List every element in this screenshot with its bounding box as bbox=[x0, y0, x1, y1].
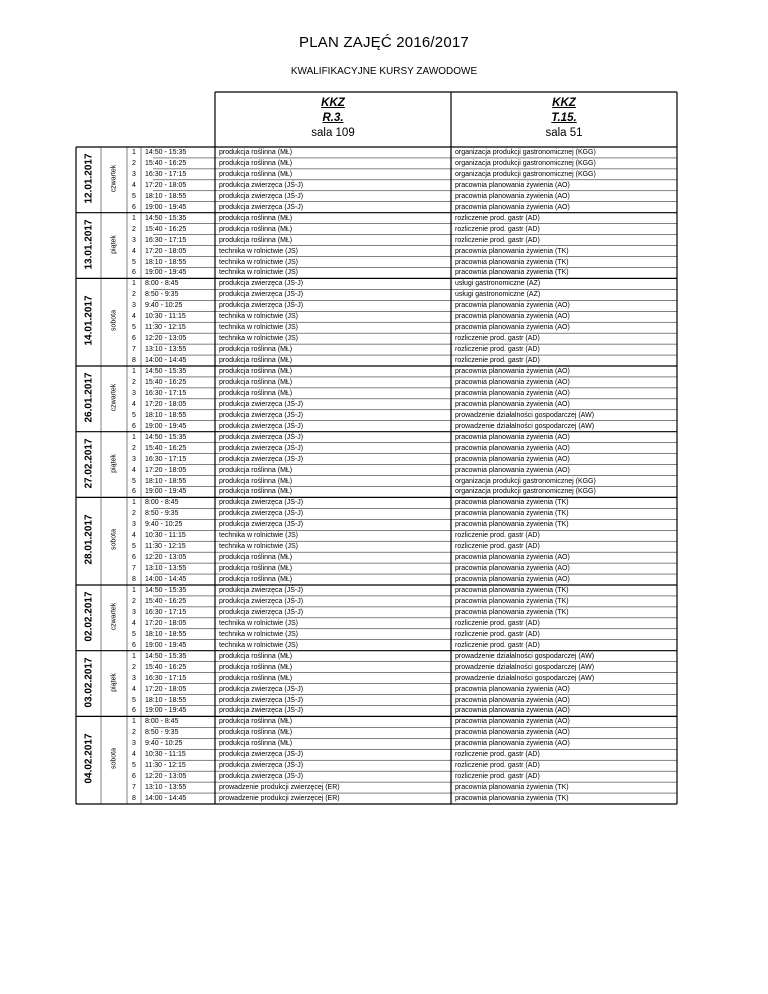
lesson-time: 14:00 - 14:45 bbox=[145, 357, 187, 365]
course-r3-subject: technika w rolnictwie (JS) bbox=[219, 247, 298, 255]
course-r3-subject: produkcja roślinna (MŁ) bbox=[219, 378, 293, 386]
lesson-time: 13:10 - 13:55 bbox=[145, 346, 187, 354]
day-weekday: czwartek bbox=[110, 164, 118, 193]
course-r3-subject: produkcja roślinna (MŁ) bbox=[219, 740, 293, 748]
course-r3-subject: produkcja roślinna (MŁ) bbox=[219, 565, 293, 573]
course-r3-subject: produkcja zwierzęca (JŚ-J) bbox=[219, 510, 304, 518]
course-r3-subject: produkcja zwierzęca (JŚ-J) bbox=[219, 203, 304, 211]
lesson-time: 18:10 - 18:55 bbox=[145, 630, 187, 638]
course-r3-subject: produkcja zwierzęca (JŚ-J) bbox=[219, 499, 304, 507]
lesson-time: 12:20 - 13:05 bbox=[145, 773, 187, 781]
course-r3-subject: produkcja roślinna (MŁ) bbox=[219, 718, 293, 726]
course-r3-subject: produkcja zwierzęca (JŚ-J) bbox=[219, 696, 304, 704]
course-t15-subject: pracownia planowania żywienia (TK) bbox=[455, 521, 569, 529]
lesson-number: 1 bbox=[132, 149, 136, 156]
course-t15-subject: prowadzenie działalności gospodarczej (AW) bbox=[455, 422, 595, 430]
day-weekday: czwartek bbox=[110, 383, 118, 412]
course-t15-subject: rozliczenie prod. gastr (AD) bbox=[455, 532, 540, 540]
lesson-time: 12:20 - 13:05 bbox=[145, 554, 187, 562]
course-t15-subject: pracownia planowania żywienia (AO) bbox=[455, 466, 570, 474]
lesson-number: 7 bbox=[132, 565, 136, 573]
course-r3-subject: produkcja zwierzęca (JŚ-J) bbox=[219, 192, 304, 200]
course-t15-subject: pracownia planowania żywienia (AO) bbox=[455, 455, 570, 463]
lesson-time: 14:00 - 14:45 bbox=[145, 795, 187, 803]
lesson-time: 15:40 - 16:25 bbox=[145, 663, 187, 671]
lesson-number: 5 bbox=[132, 411, 136, 419]
lesson-number: 2 bbox=[132, 159, 136, 167]
course-t15-subject: rozliczenie prod. gastr (AD) bbox=[455, 225, 540, 233]
lesson-number: 5 bbox=[132, 762, 136, 770]
lesson-time: 17:20 - 18:05 bbox=[145, 619, 187, 627]
lesson-number: 5 bbox=[132, 543, 136, 551]
column-name: T.15. bbox=[551, 112, 577, 124]
lesson-number: 5 bbox=[132, 477, 136, 485]
lesson-number: 3 bbox=[132, 389, 136, 397]
course-r3-subject: technika w rolnictwie (JS) bbox=[219, 630, 298, 638]
day-weekday: piątek bbox=[110, 234, 118, 254]
lesson-time: 17:20 - 18:05 bbox=[145, 685, 187, 693]
lesson-time: 19:00 - 19:45 bbox=[145, 641, 187, 649]
course-r3-subject: produkcja zwierzęca (JŚ-J) bbox=[219, 751, 304, 759]
course-r3-subject: produkcja roślinna (MŁ) bbox=[219, 346, 293, 354]
day-date: 04.02.2017 bbox=[82, 733, 94, 784]
lesson-number: 6 bbox=[132, 488, 136, 496]
lesson-number: 1 bbox=[132, 368, 136, 375]
course-t15-subject: pracownia planowania żywienia (TK) bbox=[455, 258, 569, 266]
course-t15-subject: prowadzenie działalności gospodarczej (AW) bbox=[455, 663, 595, 671]
course-t15-subject: rozliczenie prod. gastr (AD) bbox=[455, 773, 540, 781]
page-title: PLAN ZAJĘĆ 2016/2017 bbox=[299, 34, 469, 51]
lesson-time: 18:10 - 18:55 bbox=[145, 477, 187, 485]
course-r3-subject: produkcja zwierzęca (JŚ-J) bbox=[219, 773, 304, 781]
course-t15-subject: prowadzenie działalności gospodarczej (AW) bbox=[455, 652, 595, 660]
lesson-number: 3 bbox=[132, 740, 136, 748]
lesson-time: 14:00 - 14:45 bbox=[145, 576, 187, 584]
course-t15-subject: pracownia planowania żywienia (AO) bbox=[455, 740, 570, 748]
day-date: 28.01.2017 bbox=[82, 514, 94, 565]
day-weekday: czwartek bbox=[110, 602, 118, 631]
lesson-number: 4 bbox=[132, 313, 136, 321]
course-t15-subject: pracownia planowania żywienia (AO) bbox=[455, 707, 570, 715]
lesson-number: 1 bbox=[132, 214, 136, 222]
lesson-time: 8:50 - 9:35 bbox=[145, 729, 179, 737]
course-t15-subject: pracownia planowania żywienia (AO) bbox=[455, 433, 570, 441]
lesson-number: 2 bbox=[132, 378, 136, 386]
course-t15-subject: pracownia planowania żywienia (TK) bbox=[455, 597, 569, 605]
day-date: 26.01.2017 bbox=[82, 372, 94, 423]
lesson-number: 7 bbox=[132, 784, 136, 792]
lesson-time: 18:10 - 18:55 bbox=[145, 411, 187, 419]
lesson-time: 13:10 - 13:55 bbox=[145, 565, 187, 573]
lesson-time: 11:30 - 12:15 bbox=[145, 543, 186, 551]
day-date: 27.02.2017 bbox=[82, 438, 94, 489]
course-r3-subject: produkcja zwierzęca (JŚ-J) bbox=[219, 521, 304, 529]
lesson-time: 11:30 - 12:15 bbox=[145, 762, 186, 770]
lesson-time: 15:40 - 16:25 bbox=[145, 444, 187, 452]
lesson-time: 13:10 - 13:55 bbox=[145, 784, 187, 792]
lesson-number: 7 bbox=[132, 346, 136, 354]
course-t15-subject: rozliczenie prod. gastr (AD) bbox=[455, 543, 540, 551]
course-t15-subject: pracownia planowania żywienia (TK) bbox=[455, 510, 569, 518]
lesson-number: 5 bbox=[132, 324, 136, 332]
lesson-number: 5 bbox=[132, 630, 136, 638]
lesson-time: 15:40 - 16:25 bbox=[145, 597, 187, 605]
course-t15-subject: prowadzenie działalności gospodarczej (AW) bbox=[455, 674, 595, 682]
lesson-number: 6 bbox=[132, 335, 136, 343]
page-subtitle: KWALIFIKACYJNE KURSY ZAWODOWE bbox=[290, 66, 478, 77]
lesson-time: 18:10 - 18:55 bbox=[145, 258, 187, 266]
course-t15-subject: rozliczenie prod. gastr (AD) bbox=[455, 335, 540, 343]
lesson-number: 3 bbox=[132, 302, 136, 310]
day-date: 02.02.2017 bbox=[82, 591, 94, 642]
lesson-number: 3 bbox=[132, 236, 136, 244]
course-r3-subject: produkcja roślinna (MŁ) bbox=[219, 466, 293, 474]
day-date: 03.02.2017 bbox=[82, 657, 94, 708]
course-r3-subject: prowadzenie produkcji zwierzęcej (ER) bbox=[219, 795, 340, 803]
lesson-number: 1 bbox=[132, 280, 136, 288]
lesson-time: 19:00 - 19:45 bbox=[145, 422, 187, 430]
lesson-time: 14:50 - 15:35 bbox=[145, 587, 187, 594]
course-t15-subject: rozliczenie prod. gastr (AD) bbox=[455, 630, 540, 638]
course-t15-subject: pracownia planowania żywienia (TK) bbox=[455, 784, 569, 792]
course-r3-subject: produkcja roślinna (MŁ) bbox=[219, 159, 293, 167]
course-r3-subject: produkcja roślinna (MŁ) bbox=[219, 576, 293, 584]
lesson-number: 4 bbox=[132, 181, 136, 189]
course-t15-subject: pracownia planowania żywienia (TK) bbox=[455, 247, 569, 255]
course-t15-subject: rozliczenie prod. gastr (AD) bbox=[455, 346, 540, 354]
course-t15-subject: pracownia planowania żywienia (AO) bbox=[455, 203, 570, 211]
lesson-time: 16:30 - 17:15 bbox=[145, 608, 187, 616]
lesson-time: 8:50 - 9:35 bbox=[145, 510, 179, 518]
column-code: KKZ bbox=[552, 97, 576, 109]
lesson-number: 3 bbox=[132, 521, 136, 529]
lesson-number: 4 bbox=[132, 532, 136, 540]
lesson-number: 5 bbox=[132, 696, 136, 704]
course-r3-subject: produkcja zwierzęca (JŚ-J) bbox=[219, 181, 304, 189]
course-t15-subject: pracownia planowania żywienia (TK) bbox=[455, 608, 569, 616]
course-r3-subject: technika w rolnictwie (JS) bbox=[219, 619, 298, 627]
lesson-time: 15:40 - 16:25 bbox=[145, 159, 187, 167]
course-r3-subject: produkcja zwierzęca (JŚ-J) bbox=[219, 302, 304, 310]
course-r3-subject: produkcja zwierzęca (JŚ-J) bbox=[219, 411, 304, 419]
lesson-time: 9:40 - 10:25 bbox=[145, 740, 183, 748]
course-t15-subject: pracownia planowania żywienia (AO) bbox=[455, 554, 570, 562]
lesson-time: 19:00 - 19:45 bbox=[145, 488, 187, 496]
lesson-number: 6 bbox=[132, 269, 136, 277]
day-weekday: sobota bbox=[110, 529, 118, 551]
lesson-time: 17:20 - 18:05 bbox=[145, 466, 187, 474]
course-t15-subject: pracownia planowania żywienia (AO) bbox=[455, 729, 570, 737]
course-t15-subject: pracownia planowania żywienia (TK) bbox=[455, 269, 569, 277]
lesson-number: 6 bbox=[132, 773, 136, 781]
lesson-time: 8:00 - 8:45 bbox=[145, 280, 179, 288]
lesson-number: 1 bbox=[132, 499, 136, 507]
lesson-number: 8 bbox=[132, 795, 136, 803]
course-r3-subject: produkcja roślinna (MŁ) bbox=[219, 477, 293, 485]
column-code: KKZ bbox=[321, 97, 345, 109]
course-t15-subject: pracownia planowania żywienia (AO) bbox=[455, 324, 570, 332]
lesson-number: 2 bbox=[132, 291, 136, 299]
course-t15-subject: organizacja produkcji gastronomicznej (KGG) bbox=[455, 488, 596, 496]
course-r3-subject: produkcja zwierzęca (JŚ-J) bbox=[219, 433, 304, 441]
course-r3-subject: produkcja roślinna (MŁ) bbox=[219, 357, 293, 365]
lesson-number: 4 bbox=[132, 685, 136, 693]
course-r3-subject: produkcja zwierzęca (JŚ-J) bbox=[219, 597, 304, 605]
lesson-number: 2 bbox=[132, 444, 136, 452]
day-weekday: sobota bbox=[110, 748, 118, 770]
lesson-time: 10:30 - 11:15 bbox=[145, 532, 186, 540]
course-r3-subject: produkcja roślinna (MŁ) bbox=[219, 225, 293, 233]
course-r3-subject: produkcja zwierzęca (JŚ-J) bbox=[219, 762, 304, 770]
course-r3-subject: technika w rolnictwie (JS) bbox=[219, 313, 298, 321]
course-t15-subject: organizacja produkcji gastronomicznej (KGG) bbox=[455, 477, 596, 485]
course-t15-subject: pracownia planowania żywienia (AO) bbox=[455, 192, 570, 200]
lesson-number: 8 bbox=[132, 357, 136, 365]
course-t15-subject: pracownia planowania żywienia (AO) bbox=[455, 576, 570, 584]
lesson-number: 3 bbox=[132, 608, 136, 616]
lesson-number: 6 bbox=[132, 707, 136, 715]
course-t15-subject: pracownia planowania żywienia (TK) bbox=[455, 587, 569, 594]
lesson-time: 14:50 - 15:35 bbox=[145, 368, 187, 375]
course-t15-subject: pracownia planowania żywienia (AO) bbox=[455, 685, 570, 693]
course-r3-subject: produkcja zwierzęca (JŚ-J) bbox=[219, 280, 304, 288]
day-date: 14.01.2017 bbox=[82, 295, 94, 346]
course-r3-subject: technika w rolnictwie (JS) bbox=[219, 269, 298, 277]
column-name: R.3. bbox=[322, 112, 344, 124]
lesson-number: 4 bbox=[132, 247, 136, 255]
lesson-number: 2 bbox=[132, 597, 136, 605]
course-r3-subject: produkcja roślinna (MŁ) bbox=[219, 149, 293, 156]
column-room: sala 51 bbox=[545, 127, 583, 139]
lesson-number: 6 bbox=[132, 203, 136, 211]
lesson-time: 19:00 - 19:45 bbox=[145, 203, 187, 211]
course-r3-subject: produkcja zwierzęca (JŚ-J) bbox=[219, 455, 304, 463]
lesson-time: 8:00 - 8:45 bbox=[145, 718, 179, 726]
lesson-number: 4 bbox=[132, 400, 136, 408]
course-t15-subject: pracownia planowania żywienia (AO) bbox=[455, 696, 570, 704]
lesson-time: 16:30 - 17:15 bbox=[145, 674, 187, 682]
course-r3-subject: technika w rolnictwie (JS) bbox=[219, 335, 298, 343]
lesson-time: 14:50 - 15:35 bbox=[145, 214, 187, 222]
course-r3-subject: produkcja roślinna (MŁ) bbox=[219, 729, 293, 737]
course-r3-subject: produkcja zwierzęca (JŚ-J) bbox=[219, 707, 304, 715]
lesson-number: 6 bbox=[132, 554, 136, 562]
course-r3-subject: produkcja zwierzęca (JŚ-J) bbox=[219, 291, 304, 299]
course-r3-subject: produkcja zwierzęca (JŚ-J) bbox=[219, 400, 304, 408]
lesson-number: 1 bbox=[132, 433, 136, 441]
course-t15-subject: pracownia planowania żywienia (TK) bbox=[455, 499, 569, 507]
course-t15-subject: rozliczenie prod. gastr (AD) bbox=[455, 357, 540, 365]
lesson-number: 6 bbox=[132, 422, 136, 430]
lesson-time: 16:30 - 17:15 bbox=[145, 170, 187, 178]
lesson-number: 1 bbox=[132, 652, 136, 660]
lesson-number: 4 bbox=[132, 466, 136, 474]
lesson-number: 8 bbox=[132, 576, 136, 584]
course-t15-subject: rozliczenie prod. gastr (AD) bbox=[455, 214, 540, 222]
lesson-time: 18:10 - 18:55 bbox=[145, 192, 187, 200]
lesson-number: 3 bbox=[132, 455, 136, 463]
course-t15-subject: pracownia planowania żywienia (AO) bbox=[455, 389, 570, 397]
day-weekday: piątek bbox=[110, 453, 118, 473]
lesson-number: 1 bbox=[132, 718, 136, 726]
course-r3-subject: produkcja zwierzęca (JŚ-J) bbox=[219, 444, 304, 452]
course-t15-subject: pracownia planowania żywienia (AO) bbox=[455, 368, 570, 375]
course-r3-subject: technika w rolnictwie (JS) bbox=[219, 258, 298, 266]
course-t15-subject: pracownia planowania żywienia (TK) bbox=[455, 795, 569, 803]
lesson-number: 3 bbox=[132, 674, 136, 682]
course-t15-subject: pracownia planowania żywienia (AO) bbox=[455, 400, 570, 408]
course-t15-subject: pracownia planowania żywienia (AO) bbox=[455, 313, 570, 321]
lesson-time: 17:20 - 18:05 bbox=[145, 400, 187, 408]
lesson-number: 2 bbox=[132, 663, 136, 671]
lesson-time: 15:40 - 16:25 bbox=[145, 225, 187, 233]
column-room: sala 109 bbox=[311, 127, 355, 139]
course-t15-subject: rozliczenie prod. gastr (AD) bbox=[455, 619, 540, 627]
course-r3-subject: produkcja zwierzęca (JŚ-J) bbox=[219, 685, 304, 693]
lesson-number: 2 bbox=[132, 510, 136, 518]
lesson-time: 19:00 - 19:45 bbox=[145, 707, 187, 715]
lesson-number: 4 bbox=[132, 751, 136, 759]
course-t15-subject: prowadzenie działalności gospodarczej (AW) bbox=[455, 411, 595, 419]
course-r3-subject: produkcja zwierzęca (JŚ-J) bbox=[219, 608, 304, 616]
course-t15-subject: organizacja produkcji gastronomicznej (KGG) bbox=[455, 170, 596, 178]
course-r3-subject: technika w rolnictwie (JS) bbox=[219, 543, 298, 551]
lesson-number: 5 bbox=[132, 192, 136, 200]
course-t15-subject: pracownia planowania żywienia (AO) bbox=[455, 302, 570, 310]
course-r3-subject: produkcja roślinna (MŁ) bbox=[219, 554, 293, 562]
day-date: 12.01.2017 bbox=[82, 153, 94, 204]
lesson-number: 1 bbox=[132, 587, 136, 594]
course-r3-subject: produkcja roślinna (MŁ) bbox=[219, 389, 293, 397]
lesson-time: 10:30 - 11:15 bbox=[145, 313, 186, 321]
lesson-time: 15:40 - 16:25 bbox=[145, 378, 187, 386]
lesson-time: 16:30 - 17:15 bbox=[145, 389, 187, 397]
lesson-time: 10:30 - 11:15 bbox=[145, 751, 186, 759]
lesson-time: 12:20 - 13:05 bbox=[145, 335, 187, 343]
course-r3-subject: technika w rolnictwie (JS) bbox=[219, 324, 298, 332]
course-r3-subject: technika w rolnictwie (JS) bbox=[219, 641, 298, 649]
course-r3-subject: produkcja roślinna (MŁ) bbox=[219, 214, 293, 222]
course-r3-subject: produkcja roślinna (MŁ) bbox=[219, 663, 293, 671]
lesson-time: 9:40 - 10:25 bbox=[145, 521, 183, 529]
lesson-time: 18:10 - 18:55 bbox=[145, 696, 187, 704]
lesson-time: 17:20 - 18:05 bbox=[145, 181, 187, 189]
course-t15-subject: usługi gastronomiczne (AZ) bbox=[455, 280, 541, 288]
lesson-time: 14:50 - 15:35 bbox=[145, 433, 187, 441]
course-t15-subject: pracownia planowania żywienia (AO) bbox=[455, 565, 570, 573]
day-date: 13.01.2017 bbox=[82, 219, 94, 270]
lesson-number: 5 bbox=[132, 258, 136, 266]
course-t15-subject: pracownia planowania żywienia (AO) bbox=[455, 444, 570, 452]
lesson-time: 14:50 - 15:35 bbox=[145, 652, 187, 660]
day-weekday: piątek bbox=[110, 672, 118, 692]
course-t15-subject: rozliczenie prod. gastr (AD) bbox=[455, 236, 540, 244]
course-r3-subject: prowadzenie produkcji zwierzęcej (ER) bbox=[219, 784, 340, 792]
course-t15-subject: organizacja produkcji gastronomicznej (KGG) bbox=[455, 159, 596, 167]
lesson-time: 8:50 - 9:35 bbox=[145, 291, 179, 299]
lesson-time: 16:30 - 17:15 bbox=[145, 455, 187, 463]
course-t15-subject: pracownia planowania żywienia (AO) bbox=[455, 378, 570, 386]
course-r3-subject: produkcja roślinna (MŁ) bbox=[219, 368, 293, 375]
course-t15-subject: rozliczenie prod. gastr (AD) bbox=[455, 641, 540, 649]
lesson-number: 3 bbox=[132, 170, 136, 178]
course-t15-subject: usługi gastronomiczne (AZ) bbox=[455, 291, 541, 299]
course-r3-subject: produkcja roślinna (MŁ) bbox=[219, 236, 293, 244]
lesson-time: 14:50 - 15:35 bbox=[145, 149, 187, 156]
course-r3-subject: produkcja roślinna (MŁ) bbox=[219, 652, 293, 660]
lesson-time: 9:40 - 10:25 bbox=[145, 302, 183, 310]
day-weekday: sobota bbox=[110, 310, 118, 332]
lesson-time: 8:00 - 8:45 bbox=[145, 499, 179, 507]
course-t15-subject: organizacja produkcji gastronomicznej (KGG) bbox=[455, 149, 596, 156]
course-r3-subject: produkcja zwierzęca (JŚ-J) bbox=[219, 587, 304, 594]
course-t15-subject: pracownia planowania żywienia (AO) bbox=[455, 181, 570, 189]
course-t15-subject: rozliczenie prod. gastr (AD) bbox=[455, 751, 540, 759]
lesson-time: 16:30 - 17:15 bbox=[145, 236, 187, 244]
lesson-number: 2 bbox=[132, 729, 136, 737]
course-t15-subject: pracownia planowania żywienia (AO) bbox=[455, 718, 570, 726]
lesson-time: 19:00 - 19:45 bbox=[145, 269, 187, 277]
lesson-time: 11:30 - 12:15 bbox=[145, 324, 186, 332]
course-r3-subject: technika w rolnictwie (JS) bbox=[219, 532, 298, 540]
lesson-number: 4 bbox=[132, 619, 136, 627]
course-r3-subject: produkcja roślinna (MŁ) bbox=[219, 488, 293, 496]
course-r3-subject: produkcja roślinna (MŁ) bbox=[219, 674, 293, 682]
course-r3-subject: produkcja roślinna (MŁ) bbox=[219, 170, 293, 178]
course-t15-subject: rozliczenie prod. gastr (AD) bbox=[455, 762, 540, 770]
lesson-number: 6 bbox=[132, 641, 136, 649]
course-r3-subject: produkcja zwierzęca (JŚ-J) bbox=[219, 422, 304, 430]
lesson-time: 17:20 - 18:05 bbox=[145, 247, 187, 255]
lesson-number: 2 bbox=[132, 225, 136, 233]
